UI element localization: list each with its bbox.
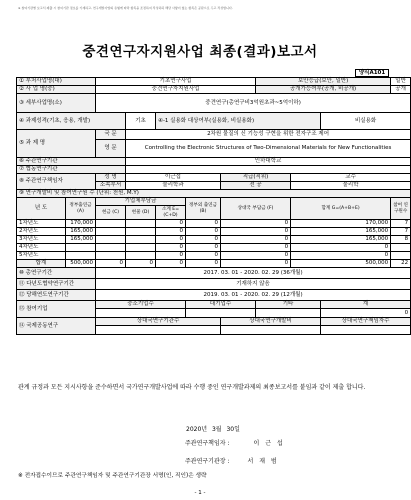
budget-kind-cell	[126, 236, 156, 244]
korean-title-label: 국 문	[96, 130, 126, 140]
budget-partner-header: 상대국 부담금 (F)	[221, 198, 291, 220]
budget-subtotal-cell: 0	[156, 236, 186, 244]
form-number-badge: 양식A101	[355, 69, 389, 77]
sub-program-label: ③ 세부사업명(소)	[17, 94, 96, 113]
pi-name-value: 이근섭	[126, 174, 221, 182]
budget-sum-kind-cell: 0	[126, 260, 156, 268]
budget-staff-cell	[391, 252, 411, 260]
budget-total-cell: 165,000	[291, 228, 391, 236]
budget-subtotal-cell: 0	[156, 252, 186, 260]
multiyear-period-value: 기재하지 않음	[96, 279, 411, 290]
budget-cash-cell	[96, 228, 126, 236]
other-count-header: 기타	[256, 301, 321, 309]
program-name-label: ② 사 업 명(중)	[17, 86, 96, 94]
budget-partner-cell: 0	[221, 252, 291, 260]
large-corp-count-header: 대기업수	[186, 301, 256, 309]
partner-institution-value	[126, 166, 411, 174]
budget-govt-cell: 170,000	[66, 220, 96, 228]
budget-total-cell: 0	[291, 252, 391, 260]
budget-row	[17, 244, 411, 252]
intl-pi-count-header: 상대국연구책임자수	[321, 318, 411, 326]
practical-use-value: 비실용화	[321, 113, 411, 130]
budget-year-cell: 5차년도	[17, 252, 66, 260]
current-period-label: ⑫ 당해연도연구기간	[17, 290, 96, 301]
report-form-table	[16, 77, 411, 335]
electronic-submission-note: ※ 전자접수이므로 주관연구책임자 및 주관연구기관장 서명(인, 직인)은 생략	[18, 473, 207, 479]
sub-program-value: 중견연구(총연구비3억원초과~5억이하)	[96, 94, 411, 113]
pi-signature-role: 주관연구책임자 :	[185, 440, 230, 447]
top-instruction-note: ※ 참여기관별 보고서 제출 시 참여기관 정보를 기재하고, 연구개발사업의 유형에 따라 항목을 조정하여 작성하되 해당 사항이 없는 항목은 공란으로 두고 작성합니다.	[18, 6, 233, 10]
english-title-label: 영 문	[96, 140, 126, 158]
budget-local-header: 정부외 출연금 (B)	[186, 198, 221, 220]
budget-local-cell: 0	[186, 244, 221, 252]
budget-subtotal-cell: 0	[156, 228, 186, 236]
budget-kind-cell	[126, 228, 156, 236]
budget-subtotal-header: 소계 E=(C+D)	[156, 206, 186, 220]
budget-cash-cell	[96, 252, 126, 260]
project-nature-value: 기초	[126, 113, 156, 130]
pi-position-value: 교수	[291, 174, 411, 182]
budget-staff-header: 참여 연구원수	[391, 198, 411, 220]
budget-staff-cell	[391, 244, 411, 252]
total-period-label: ⑩ 총연구기간	[17, 268, 96, 279]
other-count-value	[256, 309, 321, 318]
budget-kind-cell	[126, 244, 156, 252]
budget-row	[17, 228, 411, 236]
budget-staff-cell: 7	[391, 228, 411, 236]
current-period-value: 2019. 03. 01 - 2020. 02. 29 (12개월)	[96, 290, 411, 301]
budget-kind-header: 현물 (D)	[126, 206, 156, 220]
budget-govt-cell: 165,000	[66, 228, 96, 236]
budget-staff-cell: 7	[391, 220, 411, 228]
sme-count-value	[96, 309, 186, 318]
budget-sum-total-cell: 500,000	[291, 260, 391, 268]
budget-govt-cell: 165,000	[66, 236, 96, 244]
large-corp-count-value	[186, 309, 256, 318]
page-title: 중견연구자지원사업 최종(결과)보고서	[82, 44, 318, 60]
intl-budget-value	[221, 326, 321, 335]
budget-govt-cell	[66, 252, 96, 260]
budget-partner-cell: 0	[221, 244, 291, 252]
budget-govt-cell	[66, 244, 96, 252]
multiyear-period-label: ⑪ 다년도협약연구기간	[17, 279, 96, 290]
budget-cash-cell	[96, 236, 126, 244]
lead-institution-label: ⑥ 주관연구기관	[17, 158, 126, 166]
budget-year-header: 년 도	[17, 198, 66, 220]
institution-head-name: 서 재 범	[247, 458, 279, 465]
practical-use-label: ④-1 실용화 대상여부(실용화, 비실용화)	[156, 113, 321, 130]
partner-institution-label: ⑦ 협동연구기관	[17, 166, 126, 174]
budget-year-cell: 1차년도	[17, 220, 66, 228]
budget-row	[17, 252, 411, 260]
budget-kind-cell	[126, 252, 156, 260]
budget-year-cell: 2차년도	[17, 228, 66, 236]
budget-local-cell: 0	[186, 228, 221, 236]
budget-section-label: ⑨ 연구개발비 및 참여연구원 수 (단위: 천원, M.Y)	[17, 190, 411, 198]
budget-partner-cell: 0	[221, 236, 291, 244]
budget-cash-header: 현금 (C)	[96, 206, 126, 220]
budget-local-cell: 0	[186, 220, 221, 228]
budget-sum-year-cell: 합계	[17, 260, 66, 268]
english-title-value: Controlling the Electronic Structures of Two-Dimensional Materials for New Functionalities	[126, 140, 411, 158]
budget-sum-staff-cell: 22	[391, 260, 411, 268]
budget-sum-local-cell: 0	[186, 260, 221, 268]
budget-subtotal-cell: 0	[156, 220, 186, 228]
pi-signature-line	[185, 438, 285, 447]
pi-name-label: 성 명	[96, 174, 126, 182]
ministry-program-label: ① 부처사업명(대)	[17, 78, 96, 86]
security-level-label: 보안등급(보안, 일반)	[256, 78, 391, 86]
budget-sum-govt-cell: 500,000	[66, 260, 96, 268]
ministry-program-value: 기초연구사업	[96, 78, 256, 86]
budget-total-cell: 165,000	[291, 236, 391, 244]
budget-year-cell: 3차년도	[17, 236, 66, 244]
lead-institution-value: 인하대학교	[126, 158, 411, 166]
budget-total-cell: 0	[291, 244, 391, 252]
pi-signature-name: 이 근 섭	[253, 440, 285, 447]
budget-govt-header: 정부출연금 (A)	[66, 198, 96, 220]
intl-pi-count-value	[321, 326, 411, 335]
sme-count-header: 중소기업수	[96, 301, 186, 309]
page-number: - 1 -	[194, 490, 206, 496]
disclosure-label: 공개가능여부(공개, 비공개)	[256, 86, 391, 94]
pi-major-label: 전 공	[221, 182, 291, 190]
project-nature-label: ④ 과제성격(기초, 응용, 개발)	[17, 113, 126, 130]
budget-row	[17, 220, 411, 228]
submission-date: 2020년 3월 30일	[186, 426, 240, 433]
submission-statement: 관계 규정과 모든 지시사항을 준수하면서 국가연구개발사업에 따라 수행 중인 연구개발과제의 최종보고서를 붙임과 같이 제출 합니다.	[18, 384, 366, 391]
budget-local-cell: 0	[186, 252, 221, 260]
budget-corp-header: 기업체부담금	[96, 198, 186, 206]
intl-joint-research-label: ⑭ 국제공동연구	[17, 318, 96, 335]
institution-head-role: 주관연구기관장 :	[185, 458, 230, 465]
budget-local-cell: 0	[186, 236, 221, 244]
budget-staff-cell: 8	[391, 236, 411, 244]
intl-institutions-header: 상대국연구기관수	[96, 318, 221, 326]
budget-sum-cash-cell: 0	[96, 260, 126, 268]
korean-title-value: 2차원 물질의 신 기능성 구현을 위한 전자구조 제어	[126, 130, 411, 140]
budget-kind-cell	[126, 220, 156, 228]
total-period-value: 2017. 03. 01 - 2020. 02. 29 (36개월)	[96, 268, 411, 279]
company-total-header: 계	[321, 301, 411, 309]
budget-cash-cell	[96, 220, 126, 228]
budget-cash-cell	[96, 244, 126, 252]
intl-institutions-value	[96, 326, 221, 335]
budget-row	[17, 236, 411, 244]
budget-year-cell: 4차년도	[17, 244, 66, 252]
project-title-label: ⑤ 과 제 명	[17, 130, 96, 158]
budget-sum-row	[17, 260, 411, 268]
budget-total-cell: 170,000	[291, 220, 391, 228]
budget-partner-cell: 0	[221, 220, 291, 228]
program-name-value: 중견연구자지원사업	[96, 86, 256, 94]
participating-companies-label: ⑬ 참여기업	[17, 301, 96, 318]
pi-department-value: 물리학과	[126, 182, 221, 190]
principal-investigator-label: ⑧ 주관연구책임자	[17, 174, 96, 190]
security-level-value: 일반	[391, 78, 411, 86]
budget-partner-cell: 0	[221, 228, 291, 236]
disclosure-value: 공개	[391, 86, 411, 94]
intl-budget-header: 상대국연구개발비	[221, 318, 321, 326]
budget-total-header: 합계 G=(A+B+E)	[291, 198, 391, 220]
pi-position-label: 직급(직위)	[221, 174, 291, 182]
budget-sum-partner-cell: 0	[221, 260, 291, 268]
pi-department-label: 소속부서	[96, 182, 126, 190]
institution-head-signature-line	[185, 456, 279, 465]
company-total-value: 0	[321, 309, 411, 318]
pi-major-value: 물리학	[291, 182, 411, 190]
budget-subtotal-cell: 0	[156, 244, 186, 252]
budget-sum-subtotal-cell: 0	[156, 260, 186, 268]
